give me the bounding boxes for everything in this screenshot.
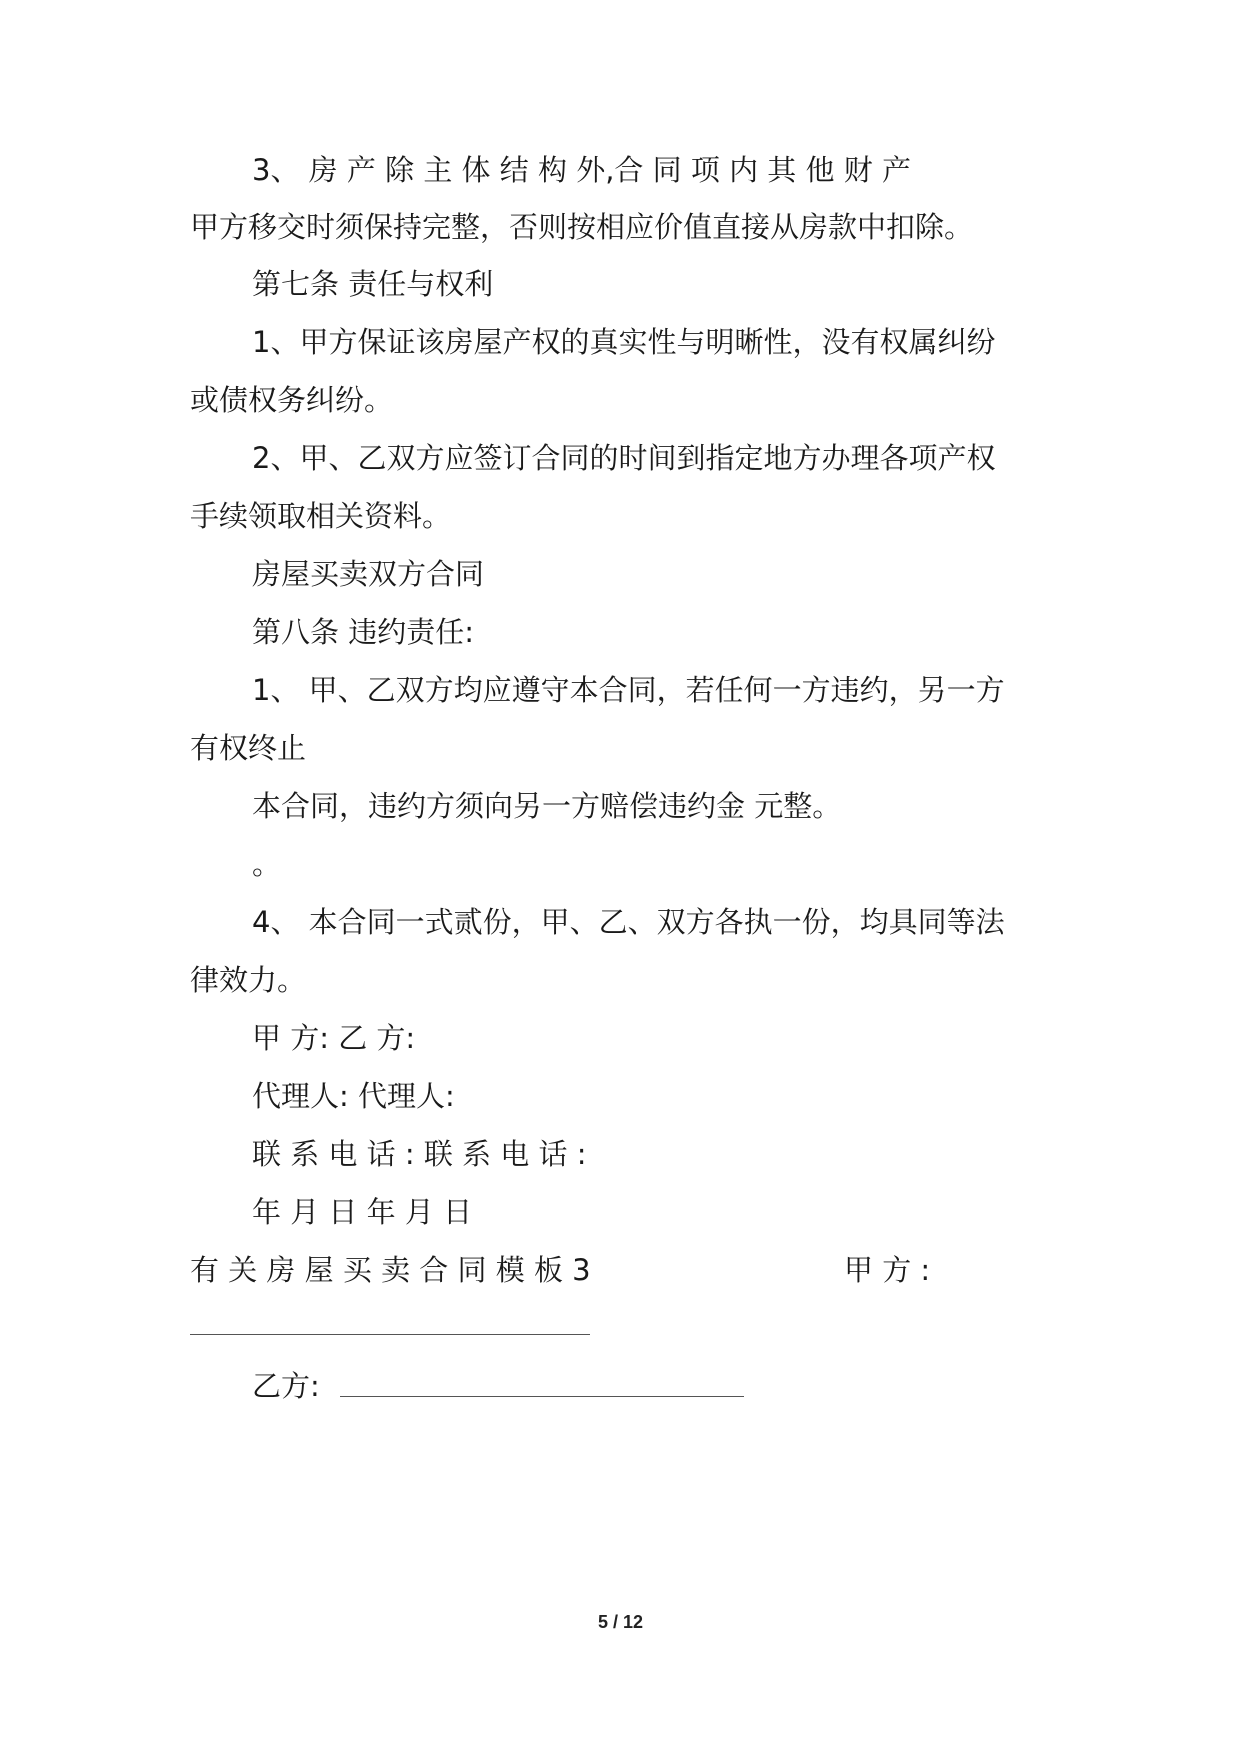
article-8-item-4-line-1: 4、 本合同一式贰份，甲、乙、双方各执一份，均具同等法 [252,905,1005,939]
article-8-item-4-line-2: 律效力。 [190,963,307,997]
clause-6-item-3-line-2: 甲方移交时须保持完整，否则按相应价值直接从房款中扣除。 [190,210,974,244]
article-8-item-1-line-1: 1、 甲、乙双方均应遵守本合同，若任何一方违约，另一方 [252,673,1005,707]
signature-agents: 代理人: 代理人: [252,1079,455,1113]
signature-dates: 年 月 日 年 月 日 [252,1195,473,1229]
article-7-item-1-line-1: 1、甲方保证该房屋产权的真实性与明晰性，没有权属纠纷 [252,325,996,359]
party-b-row [252,1366,1112,1406]
party-a-blank-line [190,1334,590,1335]
article-8-item-1-line-2: 有权终止 [190,731,307,765]
page-number: 5 / 12 [597,1612,644,1632]
signature-parties: 甲 方: 乙 方: [252,1021,416,1055]
clause-6-item-3-line-1: 3、 房 产 除 主 体 结 构 外,合 同 项 内 其 他 财 产 [252,153,911,187]
article-7-item-2-line-1: 2、甲、乙双方应签订合同的时间到指定地方办理各项产权 [252,441,996,475]
article-8-heading: 第八条 违约责任: [252,615,474,649]
party-b-blank-line [340,1396,744,1397]
section-heading-contract: 房屋买卖双方合同 [252,557,485,591]
party-a-label: 甲 方 : [844,1253,931,1287]
article-7-heading: 第七条 责任与权利 [252,267,494,301]
template-title: 有 关 房 屋 买 卖 合 同 模 板 3 [190,1253,591,1287]
article-8-item-1-line-3: 本合同，违约方须向另一方赔偿违约金 元整。 [252,789,842,823]
template-title-row [190,1250,1050,1290]
signature-phones: 联 系 电 话 : 联 系 电 话 : [252,1137,587,1171]
article-7-item-1-line-2: 或债权务纠纷。 [190,383,394,417]
party-b-label: 乙方: [252,1369,320,1403]
stray-period: 。 [252,847,282,881]
article-7-item-2-line-2: 手续领取相关资料。 [190,499,452,533]
